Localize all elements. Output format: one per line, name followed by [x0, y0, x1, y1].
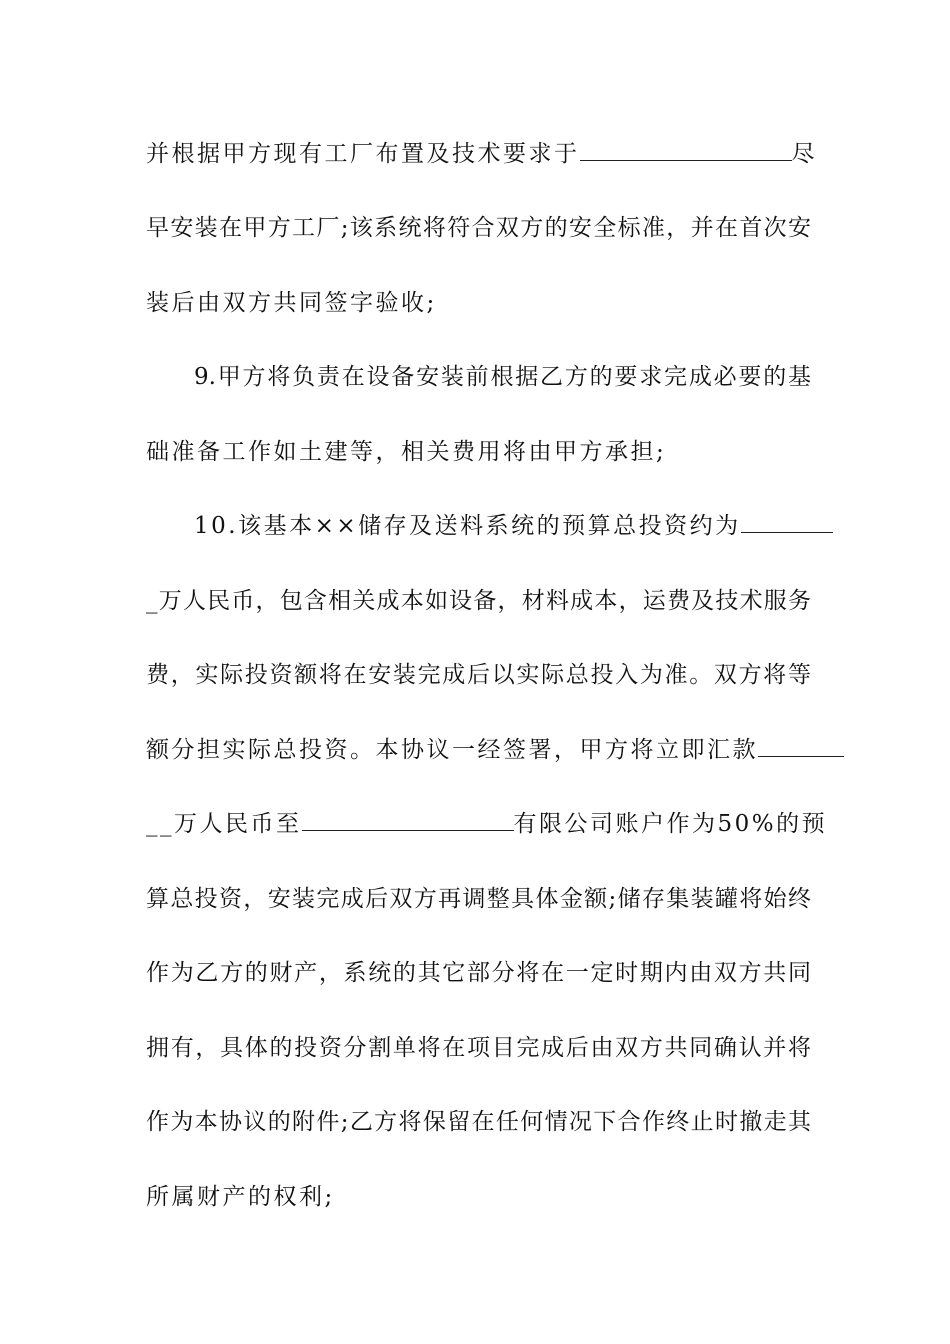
fill-in-blank [580, 134, 792, 161]
text-line-6 [194, 506, 811, 546]
text-segment: 并根据甲方现有工厂布置及技术要求于 [146, 141, 580, 167]
text-line-11: 算总投资，安装完成后双方再调整具体金额;储存集装罐将始终 [146, 886, 811, 912]
text-line-10 [146, 804, 828, 844]
text-segment: 有限公司账户作为50%的预 [513, 811, 828, 837]
text-line-14: 作为本协议的附件;乙方将保留在任何情况下合作终止时撤走其 [146, 1109, 811, 1135]
text-line-8: 费，实际投资额将在安装完成后以实际总投入为准。双方将等 [146, 662, 811, 688]
text-line-15: 所属财产的权利; [146, 1184, 335, 1210]
text-segment: __万人民币至 [146, 811, 302, 837]
text-line-13: 拥有，具体的投资分割单将在项目完成后由双方共同确认并将 [146, 1035, 811, 1061]
fill-in-blank [758, 730, 844, 757]
text-line-7: _万人民币，包含相关成本如设备，材料成本，运费及技术服务 [146, 588, 811, 614]
text-segment: 尽 [791, 141, 817, 167]
text-line-4: 9.甲方将负责在设备安装前根据乙方的要求完成必要的基 [194, 364, 811, 390]
text-line-1 [146, 134, 817, 174]
text-line-2: 早安装在甲方工厂;该系统将符合双方的安全标准，并在首次安 [146, 215, 811, 241]
text-line-5: 础准备工作如土建等，相关费用将由甲方承担; [146, 439, 667, 465]
text-segment: 额分担实际总投资。本协议一经签署，甲方将立即汇款 [146, 737, 758, 763]
text-line-3: 装后由双方共同签字验收; [146, 290, 437, 316]
fill-in-blank [741, 506, 833, 533]
text-line-9 [146, 730, 811, 770]
text-segment: 10.该基本××储存及送料系统的预算总投资约为 [194, 513, 741, 539]
fill-in-blank [302, 804, 514, 831]
text-line-12: 作为乙方的财产，系统的其它部分将在一定时期内由双方共同 [146, 960, 811, 986]
